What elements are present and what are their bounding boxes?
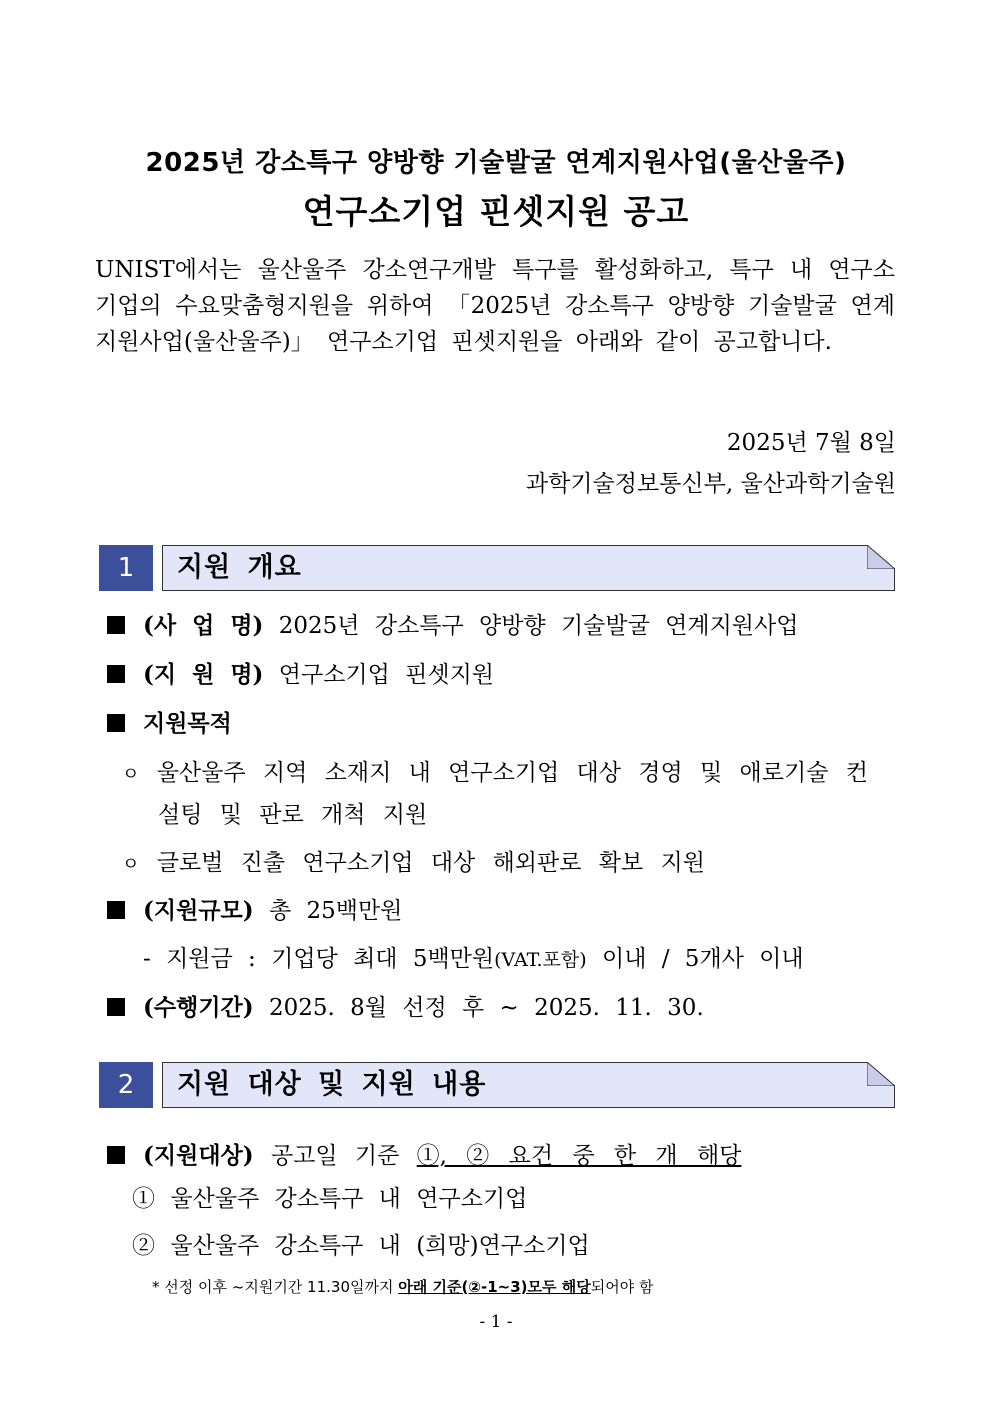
target-item-2-marker: ②: [132, 1233, 155, 1259]
circle-bullet-icon: ㅇ: [122, 854, 140, 875]
folded-corner-icon: [867, 545, 895, 569]
purpose-item-1-continuation: 설팅 및 판로 개척 지원: [158, 802, 428, 828]
announcing-organization: 과학기술정보통신부, 울산과학기술원: [525, 471, 896, 497]
support-name-value: 연구소기업 핀셋지원: [278, 662, 495, 688]
support-target-condition: ①, ② 요건 중 한 개 해당: [416, 1143, 742, 1169]
project-period-row: [107, 989, 704, 1022]
project-name-value: 2025년 강소특구 양방향 기술발굴 연계지원사업: [278, 613, 799, 639]
square-bullet-icon: [107, 714, 125, 732]
project-period-value: 2025. 8월 선정 후 ~ 2025. 11. 30.: [268, 995, 704, 1021]
selection-note-emphasis: 아래 기준(②-1~3)모두 해당: [398, 1278, 591, 1296]
target-item-2: [132, 1227, 590, 1260]
support-scale-detail: [143, 940, 804, 973]
support-name-label: (지 원 명): [143, 661, 264, 688]
section-1-title: 지원 개요: [177, 552, 302, 583]
square-bullet-icon: [107, 1146, 125, 1164]
support-scale-label: (지원규모): [143, 897, 254, 924]
section-2-header: [99, 1062, 895, 1108]
support-purpose-label: 지원목적: [143, 710, 232, 737]
target-item-1-marker: ①: [132, 1186, 155, 1212]
project-name-row: [107, 607, 798, 640]
purpose-item-1-line1: 울산울주 지역 소재지 내 연구소기업 대상 경영 및 애로기술 컨: [156, 760, 868, 786]
support-target-label: (지원대상): [143, 1142, 254, 1169]
scale-detail-vat: (VAT.포함): [494, 949, 587, 971]
selection-note: [152, 1276, 653, 1297]
section-1-header: [99, 545, 895, 591]
document-title-line2: 연구소기업 핀셋지원 공고: [302, 192, 690, 231]
section-1-number: 1: [99, 545, 153, 591]
page-number: - 1 -: [479, 1312, 513, 1332]
document-title-line1: 2025년 강소특구 양방향 기술발굴 연계지원사업(울산울주): [145, 148, 847, 178]
section-2-title-box: [162, 1062, 895, 1108]
circle-bullet-icon: ㅇ: [122, 764, 140, 785]
purpose-item-2-text: 글로벌 진출 연구소기업 대상 해외판로 확보 지원: [156, 850, 705, 876]
square-bullet-icon: [107, 665, 125, 683]
square-bullet-icon: [107, 998, 125, 1016]
announcement-date: 2025년 7월 8일: [726, 430, 896, 456]
section-1-title-box: [162, 545, 895, 591]
support-target-row: [107, 1137, 741, 1170]
support-purpose-row: [107, 705, 232, 738]
support-name-row: [107, 656, 494, 689]
purpose-item-1: [122, 754, 868, 787]
selection-note-suffix: 되어야 함: [590, 1278, 654, 1296]
scale-detail-prefix: - 지원금 : 기업당 최대 5백만원: [143, 946, 495, 972]
square-bullet-icon: [107, 616, 125, 634]
folded-corner-icon: [867, 1062, 895, 1086]
support-target-prefix: 공고일 기준: [270, 1143, 400, 1169]
support-scale-value: 총 25백만원: [268, 898, 403, 924]
purpose-item-2: [122, 844, 705, 877]
section-2-number: 2: [99, 1062, 153, 1108]
project-period-label: (수행기간): [143, 994, 254, 1021]
target-item-1: [132, 1180, 527, 1213]
square-bullet-icon: [107, 901, 125, 919]
target-item-2-text: 울산울주 강소특구 내 (희망)연구소기업: [170, 1233, 590, 1259]
scale-detail-suffix: 이내 / 5개사 이내: [602, 946, 804, 972]
project-name-label: (사 업 명): [143, 612, 264, 639]
intro-paragraph: UNIST에서는 울산울주 강소연구개발 특구를 활성화하고, 특구 내 연구소기업의 수요맞춤형지원을 위하여 「2025년 강소특구 양방향 기술발굴 연계지원사업(울산울주)」 연구소기업 핀셋지원을 아래와 같이 공고합니다.: [95, 257, 895, 355]
section-2-title: 지원 대상 및 지원 내용: [177, 1069, 487, 1100]
target-item-1-text: 울산울주 강소특구 내 연구소기업: [170, 1186, 528, 1212]
support-scale-row: [107, 892, 402, 925]
selection-note-prefix: * 선정 이후 ~지원기간 11.30일까지: [152, 1278, 394, 1296]
